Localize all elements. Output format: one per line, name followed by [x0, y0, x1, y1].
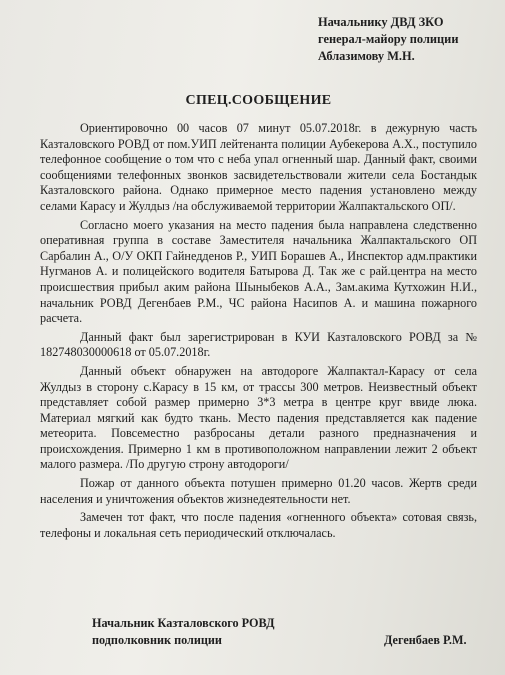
document-title: СПЕЦ.СООБЩЕНИЕ — [185, 93, 332, 108]
paragraph-1: Ориентировочно 00 часов 07 минут 05.07.2018г. в дежурную часть Казталовского РОВД от пом.УИП лейтенанта полиции Аубекерова А.Х., поступило телефонное сообщение о том что с неба упал огненный шар. Данный факт, своими сообщениями телефонных звонков засвидетельствовали жители села Бостандык Казталовского района. Однако примерное место падения установлено между селами Карасу и Жулдыз /на обслуживаемой территории Жалпактальского ОП/. — [40, 121, 477, 213]
addressee-line-3: Аблазимову М.Н. — [318, 49, 415, 63]
paragraph-6: Замечен тот факт, что после падения «огненного объекта» сотовая связь, телефоны и локальная сеть периодический отключалась. — [40, 510, 477, 540]
addressee-line-2: генерал-майору полиции — [318, 32, 459, 46]
signature-position-line-1: Начальник Казталовского РОВД — [92, 616, 275, 630]
addressee-line-1: Начальнику ДВД ЗКО — [318, 15, 444, 29]
signature-name: Дегенбаев Р.М. — [384, 633, 467, 647]
paragraph-2: Согласно моего указания на место падения была направлена следственно оперативная группа в составе Заместителя начальника Жалпактальского ОП Сарбалин А., О/У ОКП Гайнедденов Р., УИП Борашев А., Инспектор адм.практики Нугманов А. и полицейского водителя Батырова Д. Так же с рай.центра на место происшествия прибыл аким района Шыныбеков А.А., Зам.акима Кутхожин Н.И., начальник РОВД Дегенбаев Р.М., ЧС района Насипов А. и машина пожарного расчета. — [40, 217, 477, 326]
paragraph-5: Пожар от данного объекта потушен примерно 01.20 часов. Жертв среди населения и уничтожения объектов жизнедеятельности нет. — [40, 476, 477, 506]
paragraph-4: Данный объект обнаружен на автодороге Жалпактал-Карасу от села Жулдыз в сторону с.Карасу в 15 км, от трассы 300 метров. Неизвестный объект представляет собой размер примерно 3*3 метра в центре круг ввиде люка. Материал мягкий как будто ткань. Место падения представляется как падение метеорита. Повсеместно разбросаны детали разного предназначения и происхождения. Примерно 1 км в противоположном направлении лежит 2 объект малого размера. /По другую строну автодороги/ — [40, 363, 477, 472]
paragraph-3: Данный факт был зарегистрирован в КУИ Казталовского РОВД за № 182748030000618 от 05.07.2018г. — [40, 329, 477, 360]
addressee-block — [318, 14, 477, 65]
signature-position-line-2: подполковник полиции — [92, 633, 222, 647]
